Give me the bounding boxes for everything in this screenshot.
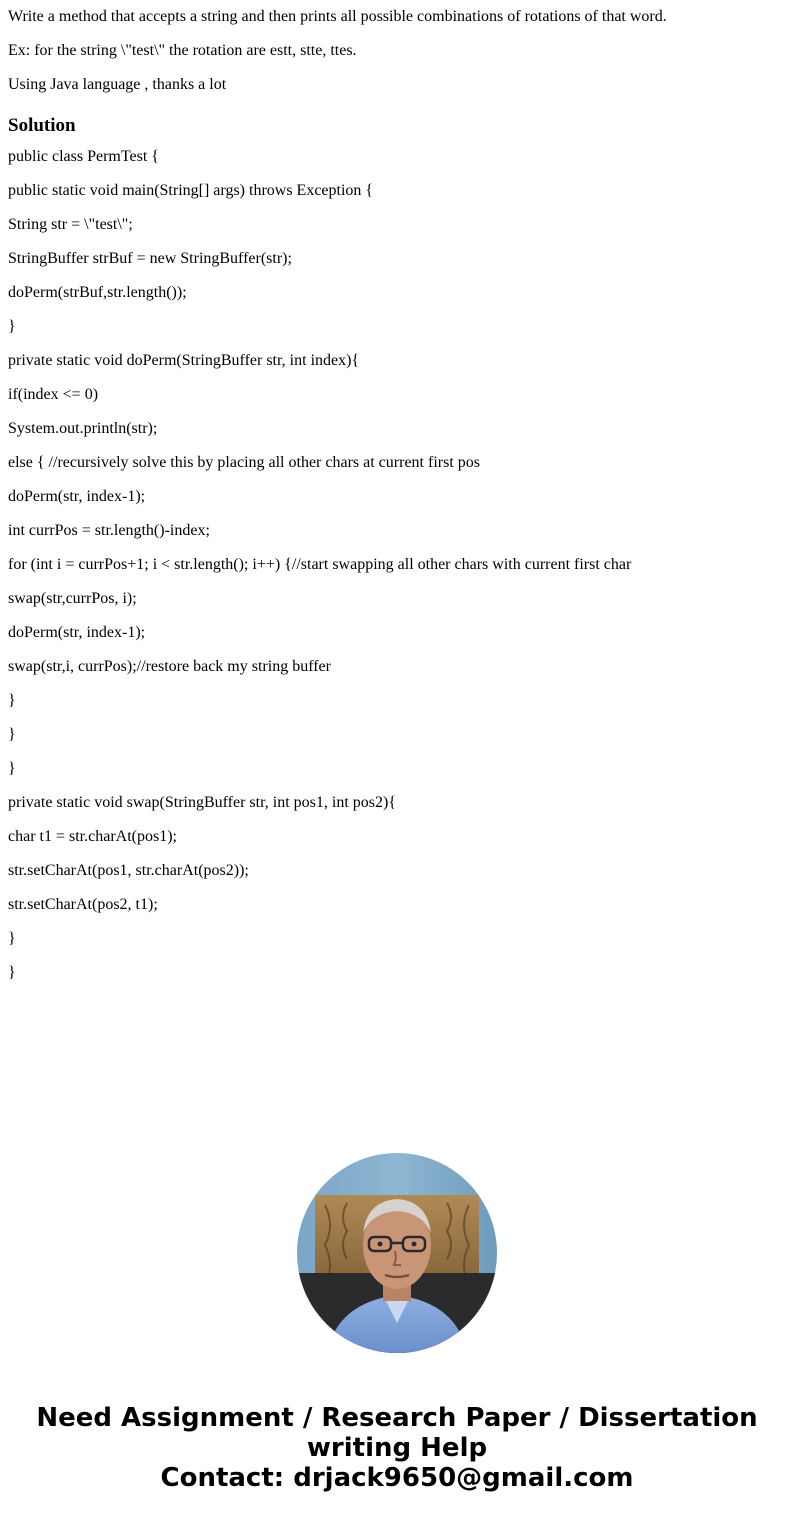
code-line: doPerm(str, index-1);: [8, 488, 146, 505]
person-portrait-icon: [297, 1153, 497, 1353]
solution-code: [8, 140, 788, 990]
code-line: }: [8, 930, 16, 947]
code-line: else { //recursively solve this by placing all other chars at current first pos: [8, 454, 480, 471]
code-line: }: [8, 964, 16, 981]
code-line: System.out.println(str);: [8, 420, 158, 437]
footer-line: Need Assignment / Research Paper / Dissertation: [36, 1403, 758, 1433]
question-line: Ex: for the string \"test\" the rotation are estt, stte, ttes.: [8, 42, 357, 59]
footer-banner: [0, 1403, 794, 1493]
code-line: str.setCharAt(pos1, str.charAt(pos2));: [8, 862, 249, 879]
code-line: swap(str,currPos, i);: [8, 590, 137, 607]
code-line: private static void swap(StringBuffer str, int pos1, int pos2){: [8, 794, 397, 811]
code-line: }: [8, 692, 16, 709]
code-line: }: [8, 760, 16, 777]
code-line: doPerm(str, index-1);: [8, 624, 146, 641]
code-line: }: [8, 318, 16, 335]
solution-heading: Solution: [8, 115, 76, 136]
code-line: int currPos = str.length()-index;: [8, 522, 210, 539]
code-line: public static void main(String[] args) throws Exception {: [8, 182, 374, 199]
author-avatar: [297, 1153, 497, 1353]
code-line: str.setCharAt(pos2, t1);: [8, 896, 158, 913]
code-line: for (int i = currPos+1; i < str.length(); i++) {//start swapping all other chars with current first char: [8, 556, 632, 573]
code-line: StringBuffer strBuf = new StringBuffer(str);: [8, 250, 292, 267]
code-line: swap(str,i, currPos);//restore back my string buffer: [8, 658, 331, 675]
code-line: }: [8, 726, 16, 743]
question-line: Write a method that accepts a string and then prints all possible combinations of rotations of that word.: [8, 8, 667, 25]
footer-contact: Contact: drjack9650@gmail.com: [160, 1463, 634, 1493]
footer-line: writing Help: [306, 1433, 488, 1463]
code-line: if(index <= 0): [8, 386, 99, 403]
question-line: Using Java language , thanks a lot: [8, 76, 227, 93]
document-body: [8, 0, 788, 990]
code-line: char t1 = str.charAt(pos1);: [8, 828, 177, 845]
question-section: [8, 0, 788, 102]
code-line: private static void doPerm(StringBuffer str, int index){: [8, 352, 360, 369]
code-line: public class PermTest {: [8, 148, 159, 165]
code-line: String str = \"test\";: [8, 216, 133, 233]
code-line: doPerm(strBuf,str.length());: [8, 284, 187, 301]
